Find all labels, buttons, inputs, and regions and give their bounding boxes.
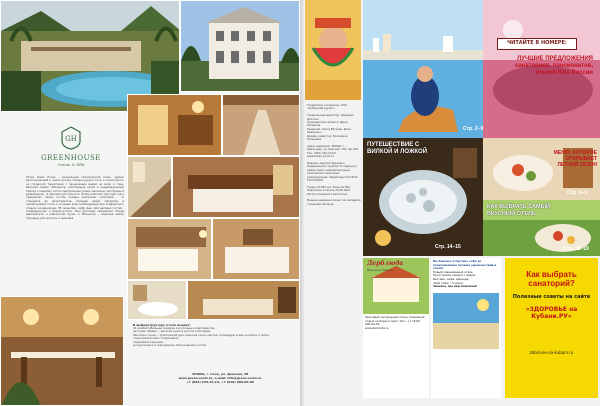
services-block — [133, 323, 297, 347]
health-ad-title: Как выбрать санаторий? — [526, 270, 577, 288]
health-ad-site-name: «ЗДОРОВЬЕ на Кубани.РУ» — [525, 306, 578, 320]
right-page — [305, 0, 600, 406]
resort-ad-headline: Вы боитесь отпустить себя во всевозможные пучины удовольствий в сезон? — [433, 259, 497, 271]
hotel-logo-subtitle: Отель & SPA — [57, 162, 85, 167]
service-item-1: 36 комфортабельных номеров и роскошных апартаментов; — [133, 327, 215, 330]
feature-1-title: ЛУЧШИЕ ПРЕДЛОЖЕНИЯ санаториев, пансионатов, отелей Юга России — [514, 56, 593, 76]
hotel-intro-text: Отель Green House – уникальный тематический отель, удобно расположенный в самом центре города-курорта Сочи, в тихом месте, на городской территории с панорамным видом на море и горы. Высокий сервис, SPA-центр, собственная кухня и индивидуальный подход к каждому гостю. Центральная улица, магазины, рестораны и развлечения – в шаговой доступности. Отель работает круглый год и предлагает своим гостям номера различных категорий – от стандарта до апартаментов. Каждый номер оформлен в неповторимом стиле и оснащён всем необходимым для комфортного отдыха: кондиционер, ТВ, мини-бар, сейф, фен. Для деловых гостей – конференц-зал и бизнес-услуги. Наш ресторан предлагает блюда европейской и кавказской кухни, а SPA-центр – широкий выбор процедур для красоты и здоровья. — [26, 176, 124, 220]
service-item-5: охраняемая парковка; — [133, 340, 164, 344]
stairs-photo — [127, 156, 172, 218]
bedroom-photo-1 — [172, 156, 300, 218]
hotel-ad-text: Красивый загородный отель. Семейный отдых на берегу моря. Тел.: +7 (918) 000-00-00 www.derbluda.ru — [365, 315, 425, 330]
service-item-3: SPA-салон «Luxe» – тропический душ, финская сауна, массаж, процедуры ухода за лицом и телом; — [133, 333, 270, 337]
lobby-photo — [127, 94, 222, 156]
harbor-feature-photo — [363, 0, 483, 138]
contents-badge: ЧИТАЙТЕ В НОМЕРЕ: — [497, 38, 577, 50]
services-title: В инфраструктуру отеля входит: — [133, 323, 191, 327]
health-ad-url: zdorovie-na-kubani.ru — [529, 350, 574, 355]
hotel-ad — [363, 258, 429, 398]
hotel-ad-caption: Нежно в Одессе — [367, 268, 393, 272]
hotel-contacts: 354000, г. Сочи, ул. Донская, 38 www.green-sochi.ru, e-mail: info@green-sochi.ru +7 (862) 225-15-15, +7 (918) 000-00-00 — [178, 372, 262, 384]
feature-1-page: Стр. 2–9 — [463, 126, 484, 132]
service-item-4: открытый бассейн с подогревом; — [133, 337, 179, 341]
bedroom-photo-2 — [212, 218, 300, 280]
suite-photo — [127, 218, 212, 280]
hotel-building-photo — [180, 0, 300, 92]
bathroom-photo — [127, 280, 187, 320]
feature-3-title: МЕНЮ, КОТОРОЕ ОТКРЫВАЕТ ЛЕТНИЙ СЕЗОН — [553, 150, 597, 168]
feature-3-page: Стр. 4–5 — [567, 190, 588, 196]
service-item-6: экскурсионное и трансферное обслуживание гостей. — [133, 344, 207, 348]
service-item-2: ресторан «Браво» – высокая кухня в уютной атмосфере; — [133, 330, 211, 334]
restaurant-photo — [0, 296, 124, 406]
hotel-ad-image — [363, 258, 429, 314]
resort-ad-line-3: Бассейн, кафе, веранда — [433, 276, 469, 281]
feature-4-title: КАК ВЫБРАТЬ САМЫЙ ВКУСНЫЙ ОТЕЛЬ — [487, 204, 550, 217]
hotel-logo — [36, 126, 106, 172]
feature-2-page: Стр. 14–15 — [435, 244, 461, 250]
health-ad — [505, 258, 598, 398]
health-ad-subtitle: Полезные советы на сайте — [512, 294, 591, 300]
svg-text:GH: GH — [65, 135, 77, 143]
hotel-logo-emblem — [60, 126, 82, 150]
feature-2-title: ПУТЕШЕСТВИЕ С ВИЛКОЙ И ЛОЖКОЙ — [367, 142, 428, 155]
resort-ad-line-1: Новый современный отель — [433, 269, 473, 274]
resort-ad-line-2: Просторные номера с видом — [433, 273, 476, 278]
living-room-photo — [187, 280, 300, 320]
hotel-logo-name: GREENHOUSE — [41, 154, 101, 162]
resort-ad-line-5: Звоните, мы вам поможем! — [433, 284, 478, 289]
watermelon-photo — [305, 0, 361, 100]
resort-ad-image — [433, 293, 499, 353]
feature-4-page: Стр. 18–19 — [563, 246, 589, 252]
masthead-text: Учредитель и издатель: ООО «Кубанский курорт» Генеральный директор: Людмила Донская Руководитель проекта: Денис Литвинов Редакция: Ольга Ветрова, Инна Кравченко Дизайн и вёрстка: Екатерина Латышева Адрес редакции: 350000, г. Краснодар, ул. Красная, 155, оф. 605 Тел.: (861) 210-10-00 www.kuban-kurort.ru Издание зарегистрировано Федеральной службой по надзору в сфере связи, информационных технологий и массовых коммуникаций. Свидетельство ПИ № ТУ23-00000. Тираж 10 000 экз. Заказ № 000. Подписано в печать 00.00.2014 Распространяется бесплатно. Мнение редакции может не совпадать с мнением авторов. — [307, 104, 361, 206]
hotel-ad-brand: Дерблюда — [367, 260, 404, 267]
resort-ad-line-4: Свой пляж – 5 минут — [433, 280, 464, 285]
resort-ad — [431, 258, 501, 398]
hallway-photo — [222, 94, 300, 156]
